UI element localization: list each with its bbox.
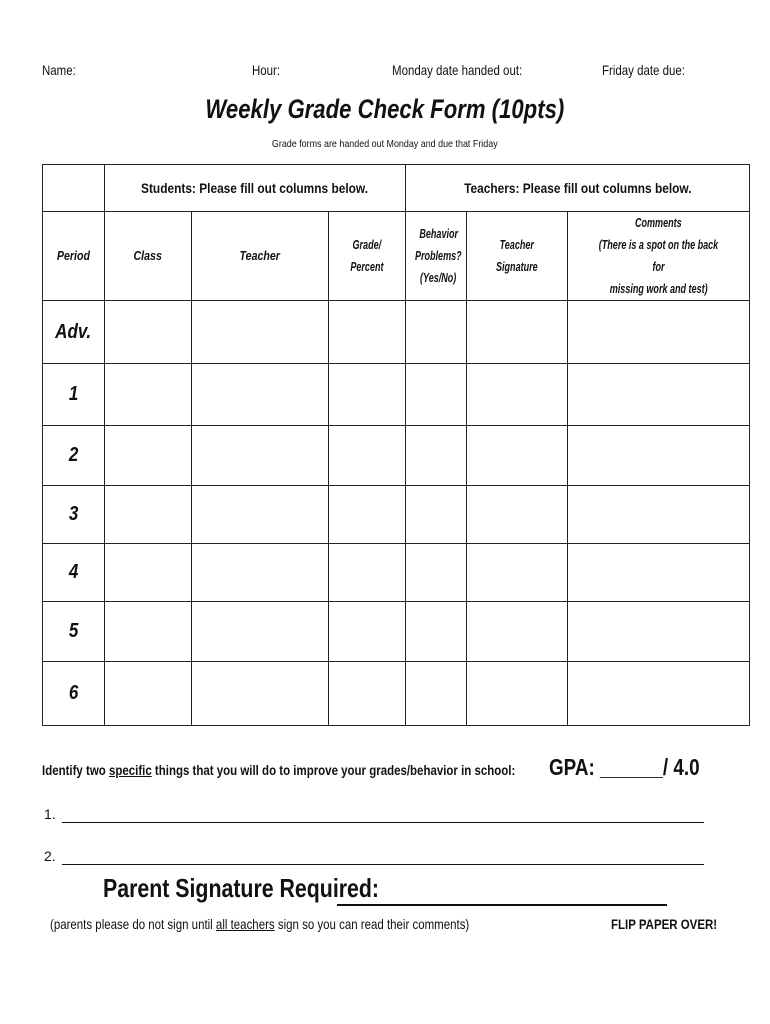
signature-cell[interactable] bbox=[467, 364, 568, 426]
grade-table bbox=[42, 164, 750, 726]
behavior-cell[interactable] bbox=[406, 364, 467, 426]
table-row bbox=[43, 364, 750, 426]
grade-cell[interactable] bbox=[329, 544, 406, 602]
teacher-cell[interactable] bbox=[192, 602, 329, 662]
behavior-cell[interactable] bbox=[406, 426, 467, 486]
item-1-label: 1. bbox=[44, 806, 56, 822]
class-cell[interactable] bbox=[105, 426, 192, 486]
grade-cell[interactable] bbox=[329, 602, 406, 662]
behavior-cell[interactable] bbox=[406, 662, 467, 726]
grade-column-header: Grade/ Percent bbox=[329, 212, 406, 301]
behavior-cell[interactable] bbox=[406, 486, 467, 544]
class-cell[interactable] bbox=[105, 486, 192, 544]
gpa-field[interactable]: GPA: ______/ 4.0 bbox=[549, 754, 700, 780]
behavior-column-header: Behavior Problems? (Yes/No) bbox=[406, 212, 467, 301]
comments-cell[interactable] bbox=[568, 426, 750, 486]
form-title: Weekly Grade Check Form (10pts) bbox=[205, 94, 565, 124]
improve-prompt: Identify two specific things that you will do to improve your grades/behavior in school: bbox=[42, 762, 516, 778]
form-subtitle: Grade forms are handed out Monday and due that Friday bbox=[272, 138, 498, 150]
group-header-row bbox=[43, 165, 750, 212]
teacher-column-header: Teacher bbox=[192, 212, 329, 301]
grade-cell[interactable] bbox=[329, 364, 406, 426]
signature-cell[interactable] bbox=[467, 662, 568, 726]
table-row bbox=[43, 662, 750, 726]
grade-cell[interactable] bbox=[329, 426, 406, 486]
comments-cell[interactable] bbox=[568, 364, 750, 426]
name-label: Name: bbox=[42, 62, 76, 78]
period-cell: 1 bbox=[43, 364, 105, 426]
class-cell[interactable] bbox=[105, 662, 192, 726]
teacher-cell[interactable] bbox=[192, 544, 329, 602]
signature-cell[interactable] bbox=[467, 602, 568, 662]
period-cell: 5 bbox=[43, 602, 105, 662]
period-cell: 2 bbox=[43, 426, 105, 486]
class-cell[interactable] bbox=[105, 602, 192, 662]
comments-column-header: Comments (There is a spot on the back for missing work and test) bbox=[568, 212, 750, 301]
column-header-row bbox=[43, 212, 750, 301]
flip-paper-note: FLIP PAPER OVER! bbox=[611, 916, 718, 932]
item-1-line[interactable] bbox=[62, 822, 704, 823]
parent-note: (parents please do not sign until all teachers sign so you can read their comments) bbox=[50, 916, 470, 932]
item-2-label: 2. bbox=[44, 848, 56, 864]
teacher-cell[interactable] bbox=[192, 426, 329, 486]
class-cell[interactable] bbox=[105, 301, 192, 364]
period-cell: 3 bbox=[43, 486, 105, 544]
comments-cell[interactable] bbox=[568, 301, 750, 364]
behavior-cell[interactable] bbox=[406, 544, 467, 602]
grade-cell[interactable] bbox=[329, 301, 406, 364]
class-cell[interactable] bbox=[105, 364, 192, 426]
class-cell[interactable] bbox=[105, 544, 192, 602]
item-2-line[interactable] bbox=[62, 864, 704, 865]
hour-label: Hour: bbox=[252, 62, 281, 78]
behavior-cell[interactable] bbox=[406, 301, 467, 364]
signature-cell[interactable] bbox=[467, 486, 568, 544]
signature-column-header: Teacher Signature bbox=[467, 212, 568, 301]
teachers-header: Teachers: Please fill out columns below. bbox=[406, 165, 750, 212]
teacher-cell[interactable] bbox=[192, 662, 329, 726]
period-cell: Adv. bbox=[43, 301, 105, 364]
grade-cell[interactable] bbox=[329, 662, 406, 726]
table-row bbox=[43, 426, 750, 486]
teacher-cell[interactable] bbox=[192, 486, 329, 544]
blank-corner-cell bbox=[43, 165, 105, 212]
signature-cell[interactable] bbox=[467, 426, 568, 486]
table-row bbox=[43, 602, 750, 662]
students-header: Students: Please fill out columns below. bbox=[105, 165, 406, 212]
table-row bbox=[43, 486, 750, 544]
grade-cell[interactable] bbox=[329, 486, 406, 544]
behavior-cell[interactable] bbox=[406, 602, 467, 662]
table-row bbox=[43, 301, 750, 364]
comments-cell[interactable] bbox=[568, 486, 750, 544]
comments-cell[interactable] bbox=[568, 662, 750, 726]
friday-date-label: Friday date due: bbox=[602, 62, 685, 78]
comments-cell[interactable] bbox=[568, 602, 750, 662]
teacher-cell[interactable] bbox=[192, 364, 329, 426]
parent-signature-line[interactable] bbox=[337, 904, 667, 906]
parent-signature-label: Parent Signature Required: bbox=[103, 873, 380, 903]
period-cell: 6 bbox=[43, 662, 105, 726]
period-cell: 4 bbox=[43, 544, 105, 602]
teacher-cell[interactable] bbox=[192, 301, 329, 364]
table-row bbox=[43, 544, 750, 602]
period-column-header: Period bbox=[43, 212, 105, 301]
comments-cell[interactable] bbox=[568, 544, 750, 602]
monday-date-label: Monday date handed out: bbox=[392, 62, 523, 78]
signature-cell[interactable] bbox=[467, 301, 568, 364]
signature-cell[interactable] bbox=[467, 544, 568, 602]
class-column-header: Class bbox=[105, 212, 192, 301]
